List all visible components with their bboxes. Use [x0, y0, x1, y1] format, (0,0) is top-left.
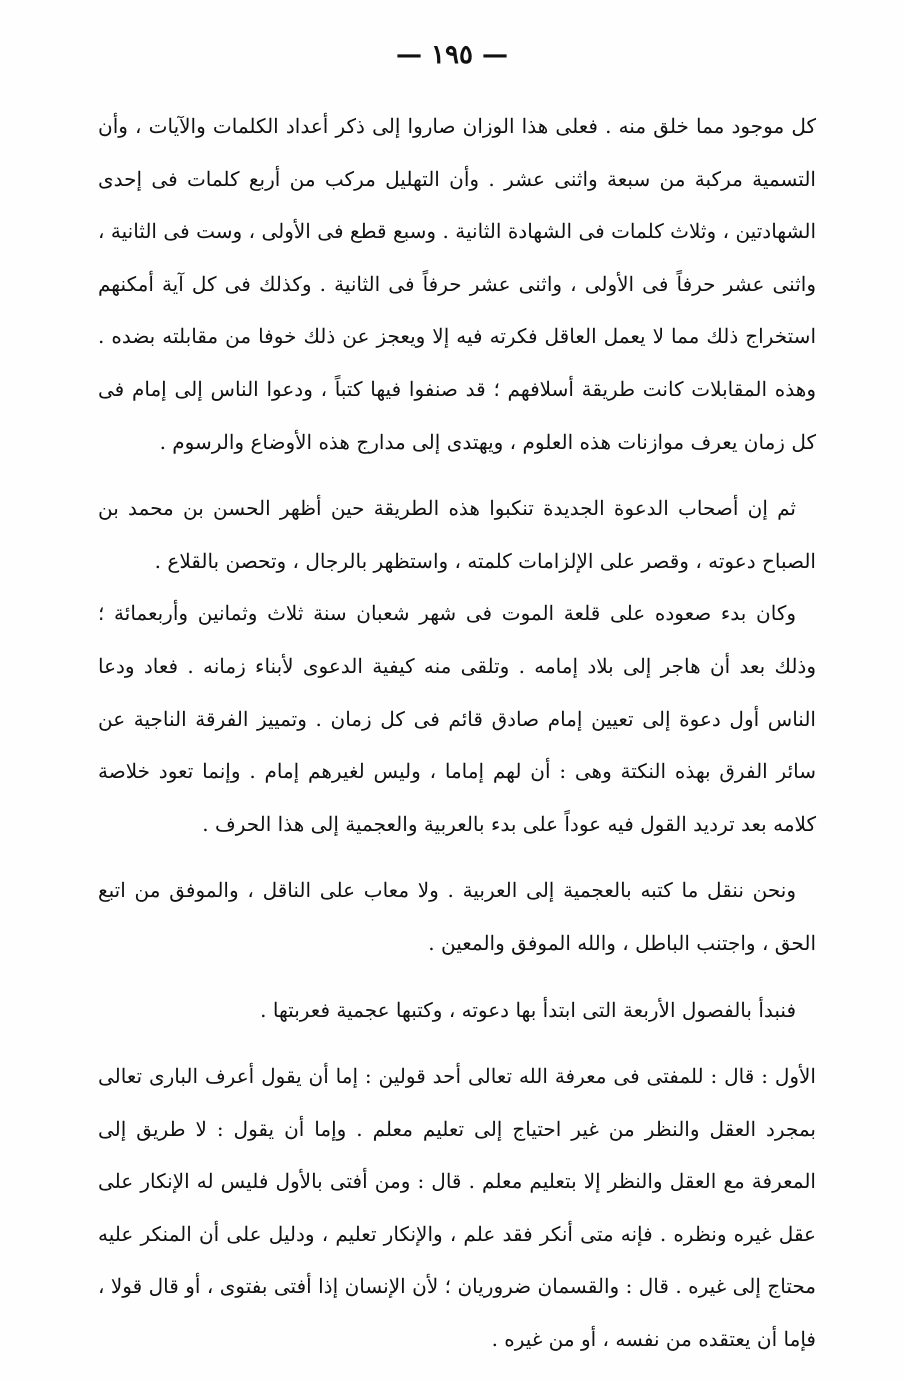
paragraph-1: كل موجود مما خلق منه . فعلى هذا الوزان صاروا إلى ذكر أعداد الكلمات والآيات ، وأن التسمية مركبة من سبعة واثنى عشر . وأن التهليل مركب من أربع كلمات فى إحدى الشهادتين ، وثلاث كلمات فى الشهادة الثانية . وسبع قطع فى الأولى ، وست فى الثانية ، واثنى عشر حرفاً فى الأولى ، واثنى عشر حرفاً فى الثانية . وكذلك فى كل آية أمكنهم استخراج ذلك مما لا يعمل العاقل فكرته فيه إلا ويعجز عن ذلك خوفا من مقابلته بضده . وهذه المقابلات كانت طريقة أسلافهم ؛ قد صنفوا فيها كتباً ، ودعوا الناس إلى إمام فى كل زمان يعرف موازنات هذه العلوم ، ويهتدى إلى مدارج هذه الأوضاع والرسوم . — [98, 114, 816, 454]
paragraph-3: وكان بدء صعوده على قلعة الموت فى شهر شعبان سنة ثلاث وثمانين وأربعمائة ؛ وذلك بعد أن هاجر إلى بلاد إمامه . وتلقى منه كيفية الدعوى لأبناء زمانه . فعاد ودعا الناس أول دعوة إلى تعيين إمام صادق قائم فى كل زمان . وتمييز الفرقة الناجية عن سائر الفرق بهذه النكتة وهى : أن لهم إماما ، وليس لغيرهم إمام . وإنما تعود خلاصة كلامه بعد ترديد القول فيه عوداً على بدء بالعربية والعجمية إلى هذا الحرف . — [98, 601, 816, 836]
body-text — [98, 100, 816, 1366]
paragraph-2: ثم إن أصحاب الدعوة الجديدة تنكبوا هذه الطريقة حين أظهر الحسن بن محمد بن الصباح دعوته ، وقصر على الإلزامات كلمته ، واستظهر بالرجال ، وتحصن بالقلاع . — [98, 496, 816, 573]
page-number: — ١٩٥ — — [395, 40, 509, 70]
paragraph-4: ونحن ننقل ما كتبه بالعجمية إلى العربية . ولا معاب على الناقل ، والموفق من اتبع الحق ، واجتنب الباطل ، والله الموفق والمعين . — [98, 878, 816, 955]
paragraph-5: فنبدأ بالفصول الأربعة التى ابتدأ بها دعوته ، وكتبها عجمية فعربتها . — [260, 997, 796, 1022]
paragraph-6: الأول : قال : للمفتى فى معرفة الله تعالى أحد قولين : إما أن يقول أعرف البارى تعالى بمجرد العقل والنظر من غير احتياج إلى تعليم معلم . وإما أن يقول : لا طريق إلى المعرفة مع العقل والنظر إلا بتعليم معلم . قال : ومن أفتى بالأول فليس له الإنكار على عقل غيره ونظره . فإنه متى أنكر فقد علم ، والإنكار تعليم ، ودليل على أن المنكر عليه محتاج إلى غيره . قال : والقسمان ضروريان ؛ لأن الإنسان إذا أفتى بفتوى ، أو قال قولا ، فإما أن يعتقده من نفسه ، أو من غيره . — [98, 1064, 816, 1352]
